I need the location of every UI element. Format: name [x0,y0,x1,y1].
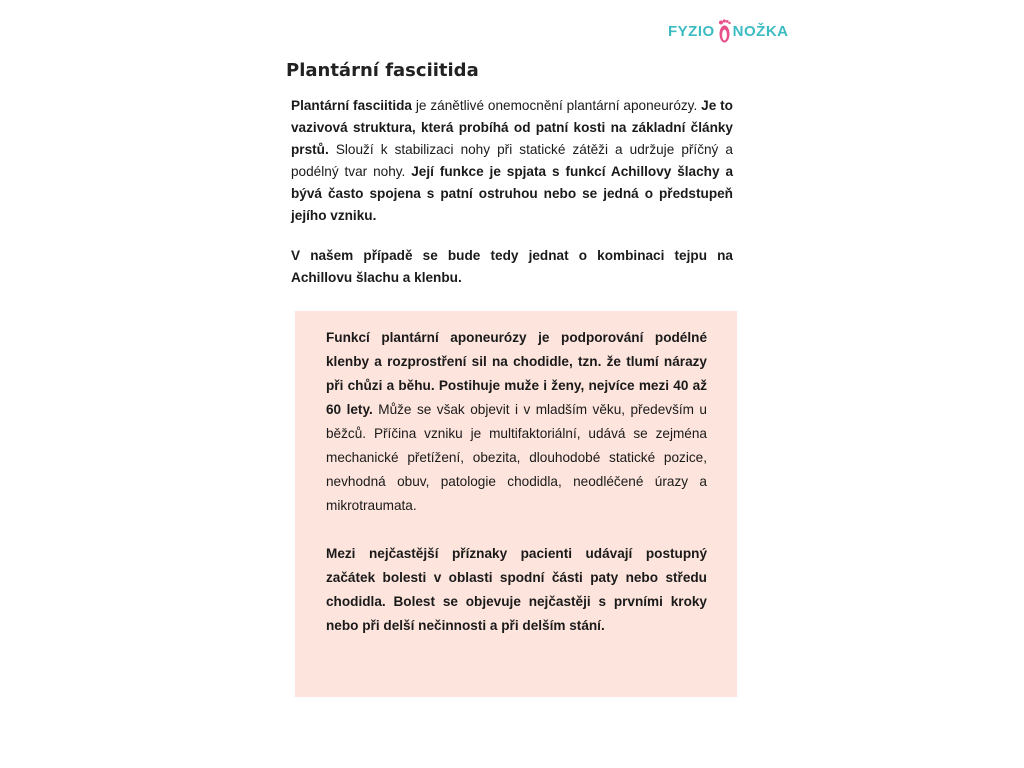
brand-logo [668,16,789,46]
bold-text-run: V našem případě se bude tedy jednat o kombinaci tejpu na Achillovu šlachu a klenbu. [291,248,733,285]
text-run: Slouží k stabilizaci nohy při statické zátěži a udržuje příčný a podélný tvar nohy. [291,142,733,179]
info-box-paragraph-symptoms [326,542,707,638]
info-box-paragraph-function [326,326,707,518]
logo-text-fyzio: FYZIO [668,22,715,40]
bold-text-run: Mezi nejčastější příznaky pacienti udávají postupný začátek bolesti v oblasti spodní části paty nebo středu chodidla. Bolest se objevuje nejčastěji s prvními kroky nebo při delší nečinnosti a při delším stání. [326,546,707,633]
page-title: Plantární fasciitida [286,60,479,81]
info-box [295,311,737,697]
bold-text-run: Je to vazivová struktura, která probíhá od patní kosti na základní články prstů. [291,98,733,157]
logo-text-nozka: NOŽKA [732,22,789,40]
text-run: je zánětlivé onemocnění plantární aponeurózy. [412,98,702,113]
bold-text-run: Plantární fasciitida [291,98,412,113]
intro-section [291,95,733,289]
text-run: Může se však objevit i v mladším věku, především u běžců. Příčina vzniku je multifaktoriální, udává se zejména mechanické přetížení, obezita, dlouhodobé statické pozice, nevhodná obuv, patologie chodidla, neodléčené úrazy a mikrotraumata. [326,402,707,513]
bold-text-run: Funkcí plantární aponeurózy je podporování podélné klenby a rozprostření sil na chodidle, tzn. že tlumí nárazy při chůzi a běhu. Postihuje muže i ženy, nejvíce mezi 40 až 60 lety. [326,330,707,417]
footprint-icon [716,18,732,44]
intro-paragraph-conclusion [291,245,733,289]
bold-text-run: Její funkce je spjata s funkcí Achillovy šlachy a bývá často spojena s patní ostruhou nebo se jedná o předstupeň jejího vzniku. [291,164,734,223]
intro-paragraph [291,95,733,227]
